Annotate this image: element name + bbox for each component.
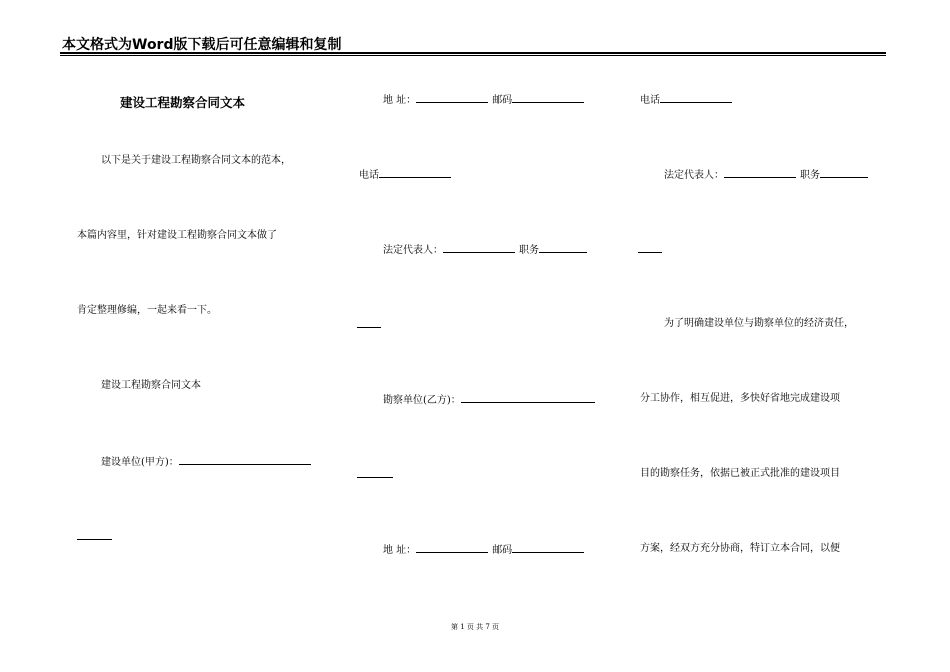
address-line-2	[383, 543, 584, 557]
phone-label-2: 电话	[640, 95, 660, 106]
legal-rep-blank	[443, 243, 515, 253]
document-header-title: 本文格式为Word版下载后可任意编辑和复制	[62, 37, 342, 53]
position-label: 职务	[519, 245, 539, 256]
legal-rep-label-2: 法定代表人：	[664, 170, 724, 181]
page-number: 第 1 页 共 7 页	[450, 623, 500, 631]
postcode-blank	[512, 93, 584, 103]
position-blank-2	[820, 168, 868, 178]
legal-rep-line-2	[664, 168, 868, 182]
phone-blank	[379, 168, 451, 178]
position-blank-cont	[357, 318, 381, 328]
legal-rep-blank-2	[724, 168, 796, 178]
address-blank-2	[416, 543, 488, 553]
party-a-line	[101, 455, 311, 469]
position-blank	[539, 243, 587, 253]
postcode-label-2: 邮码	[492, 545, 513, 556]
purpose-line-4: 方案，经双方充分协商，特订立本合同，以便	[640, 543, 840, 554]
phone-line-2	[640, 93, 732, 107]
party-b-blank	[461, 393, 595, 403]
address-label: 地 址：	[383, 95, 417, 106]
purpose-line-1: 为了明确建设单位与勘察单位的经济责任，	[664, 318, 854, 329]
party-b-blank-cont	[357, 468, 393, 478]
position-continuation-1	[357, 318, 381, 332]
postcode-blank-2	[512, 543, 584, 553]
party-b-label: 勘察单位(乙方)：	[383, 395, 461, 406]
party-a-blank	[179, 455, 311, 465]
address-blank	[416, 93, 488, 103]
address-label-2: 地 址：	[383, 545, 417, 556]
party-a-blank-cont	[77, 530, 112, 540]
party-a-label: 建设单位(甲方)：	[101, 457, 179, 468]
party-a-continuation	[77, 530, 112, 544]
intro-line-2: 本篇内容里，针对建设工程勘察合同文本做了	[77, 230, 277, 241]
contract-subtitle: 建设工程勘察合同文本	[101, 380, 201, 391]
position-continuation-2	[638, 243, 662, 257]
purpose-line-2: 分工协作，相互促进，多快好省地完成建设项	[640, 393, 840, 404]
party-b-line	[383, 393, 595, 407]
intro-line-3: 肯定整理修编，一起来看一下。	[77, 305, 217, 316]
legal-rep-label: 法定代表人：	[383, 245, 443, 256]
phone-label: 电话	[359, 170, 379, 181]
postcode-label: 邮码	[492, 95, 513, 106]
header-rule-thin	[60, 55, 886, 56]
phone-blank-2	[660, 93, 732, 103]
position-label-2: 职务	[800, 170, 820, 181]
purpose-line-3: 目的勘察任务，依据已被正式批准的建设项目	[640, 468, 840, 479]
legal-rep-line-1	[383, 243, 587, 257]
party-b-continuation	[357, 468, 393, 482]
address-line-1	[383, 93, 584, 107]
position-blank-cont-2	[638, 243, 662, 253]
intro-line-1: 以下是关于建设工程勘察合同文本的范本，	[101, 155, 291, 166]
phone-line-1	[359, 168, 451, 182]
header-rule-thick	[60, 52, 886, 54]
document-title: 建设工程勘察合同文本	[120, 95, 246, 110]
